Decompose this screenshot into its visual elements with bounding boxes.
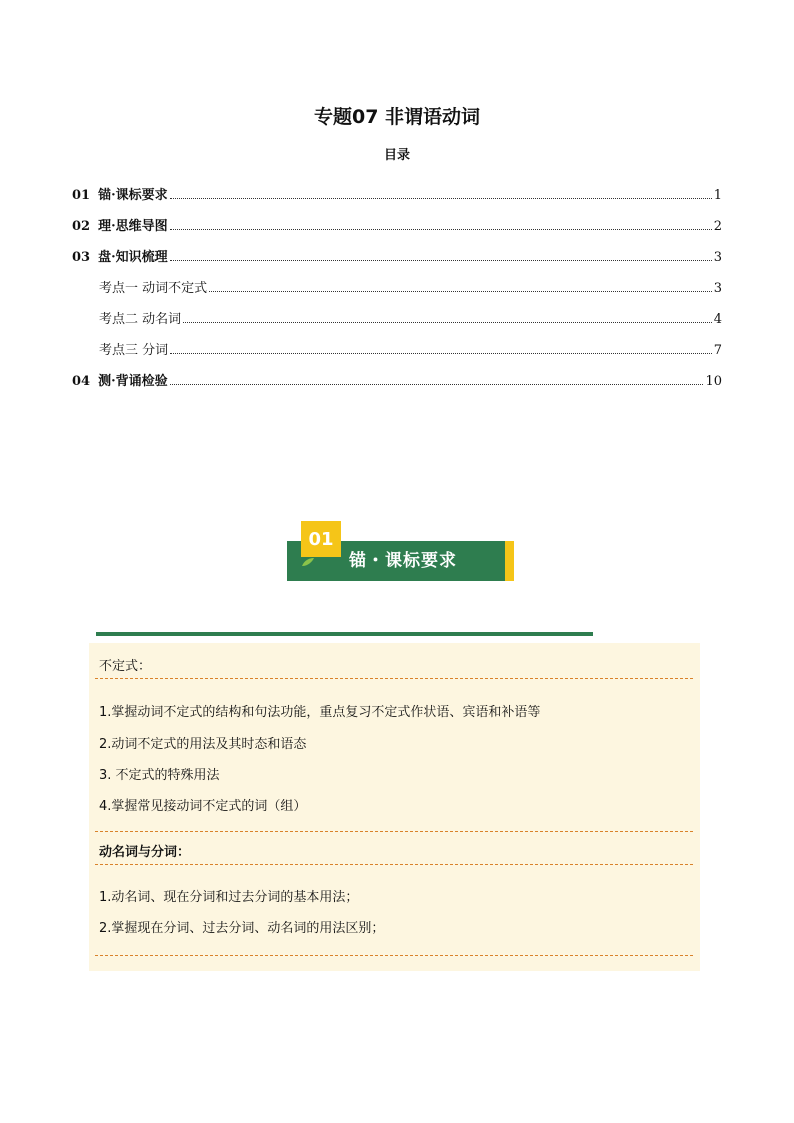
toc-entry-label: 理·思维导图 [98,219,168,234]
toc-entry-label: 盘·知识梳理 [98,250,168,265]
toc-entry-page: 3 [713,250,722,265]
leaf-icon [301,557,315,567]
toc-entry-number: 03 [72,250,91,265]
section-title: 锚・课标要求 [349,551,457,571]
toc-entry-number: 04 [72,374,91,389]
toc-entry[interactable] [72,358,722,389]
toc-subentry[interactable] [72,296,722,327]
toc-leader-dots [170,229,712,230]
requirement-item: 2.动词不定式的用法及其时态和语态 [99,737,307,752]
section-banner [287,519,514,581]
toc-entry-label: 考点三 分词 [99,343,169,358]
section-divider [96,632,593,636]
toc-subentry[interactable] [72,327,722,358]
toc-entry-label: 考点一 动词不定式 [99,281,208,296]
dashed-divider [95,864,693,865]
toc-heading: 目录 [383,148,410,163]
toc-leader-dots [170,384,704,385]
requirement-item: 2.掌握现在分词、过去分词、动名词的用法区别； [99,921,385,936]
infinitive-heading: 不定式： [99,659,152,674]
toc-entry-page: 2 [713,219,722,234]
requirement-item: 4.掌握常见接动词不定式的词（组） [99,799,307,814]
toc-entry[interactable] [72,203,722,234]
toc-entry-number: 01 [72,188,91,203]
section-number-badge: 01 [301,521,341,557]
toc-entry-page: 7 [713,343,722,358]
toc-entry-page: 3 [713,281,722,296]
toc-entry-label: 测·背诵检验 [98,374,168,389]
toc-leader-dots [170,198,712,199]
toc-subentry[interactable] [72,265,722,296]
toc-leader-dots [209,291,712,292]
banner-yellow-accent [505,541,514,581]
toc-entry-page: 10 [705,374,722,389]
dashed-divider [95,955,693,956]
requirement-item: 1.动名词、现在分词和过去分词的基本用法； [99,890,359,905]
page-title: 专题07 非谓语动词 [313,106,481,128]
toc-leader-dots [170,353,712,354]
requirement-item: 1.掌握动词不定式的结构和句法功能，重点复习不定式作状语、宾语和补语等 [99,705,541,720]
toc-entry-label: 锚·课标要求 [98,188,168,203]
toc-entry-page: 4 [713,312,722,327]
toc-entry[interactable] [72,234,722,265]
table-of-contents [72,172,722,389]
gerund-participle-heading: 动名词与分词： [99,845,191,860]
toc-entry-page: 1 [713,188,722,203]
toc-leader-dots [170,260,712,261]
dashed-divider [95,831,693,832]
toc-entry-number: 02 [72,219,91,234]
toc-entry-label: 考点二 动名词 [99,312,182,327]
dashed-divider [95,678,693,679]
requirement-item: 3. 不定式的特殊用法 [99,768,220,783]
toc-leader-dots [183,322,712,323]
toc-entry[interactable] [72,172,722,203]
